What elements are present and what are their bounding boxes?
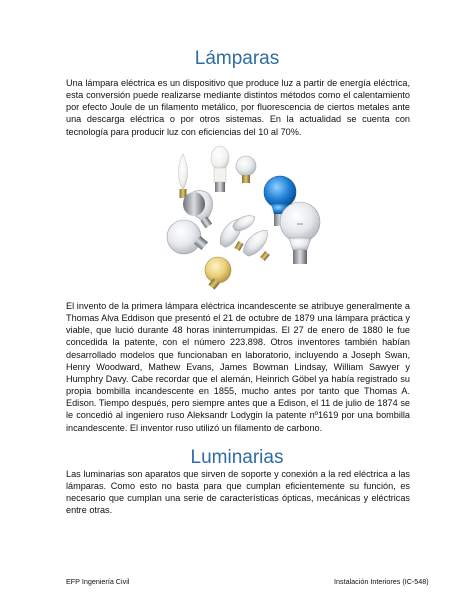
bulb-yellow <box>205 257 231 290</box>
bulb-candle-3 <box>231 211 258 233</box>
paragraph-lamparas-history: El invento de la primera lámpara eléctrica incandescente se atribuye generalmente a Thomas Alva Eddison que presentó el 21 de octubre de 1879 una lámpara práctica y viable, que lució durante 48 horas ininterrumpidas. El 27 de enero de 1880 le fue concedida la patente, con el número 223.898. Otros inventores también habían desarrollado modelos que funcionaban en laboratorio, incluyendo a Joseph Swan, Henry Woodward, Mathew Evans, James Bowman Lindsay, William Sawyer y Humphry Davy. Cabe recordar que el alemán, Heinrich Göbel ya había registrado su propia bombilla incandescente en 1855, mucho antes por tanto que Thomas A. Edison. Tiempo después, pero siempre antes que a Edison, el 11 de julio de 1874 se le concedió al ingeniero ruso Aleksandr Lodygin la patente nº1619 por una bombilla incandescente. El inventor ruso utilizó un filamento de carbono. <box>66 301 410 433</box>
heading-lamparas: Lámparas <box>194 48 280 69</box>
footer-right: Instalación Interiores (IC-548) <box>334 577 429 586</box>
paragraph-lamparas-intro: Una lámpara eléctrica es un dispositivo que produce luz a partir de energía eléctrica, esta conversión puede realizarse mediante distintos métodos como el calentamiento por efecto Joule de un filamento metálico, por fluorescencia de ciertos metales ante una descarga eléctrica o por otros sistemas. En la actualidad se cuenta con tecnología para producir luz con eficiencias del 10 al 70%. <box>66 78 410 137</box>
light-bulbs-image <box>150 142 330 292</box>
bulb-clear-left <box>167 220 208 254</box>
paragraph-luminarias: Las luminarias son aparatos que sirven de soporte y conexión a la red eléctrica a las lámparas. Como esto no basta para que cumplan eficientemente su función, es necesario que cumplan una serie de características ópticas, mecánicas y eléctricas entre otras. <box>66 469 410 516</box>
bulb-candle-2 <box>240 225 272 261</box>
bulb-frosted-tall <box>211 146 229 192</box>
bulb-globe-small <box>236 156 256 183</box>
bulb-frosted-candle <box>178 154 187 198</box>
footer-left: EFP Ingeniería Civil <box>66 577 130 586</box>
bulb-clear-large <box>280 202 320 264</box>
heading-luminarias: Luminarias <box>190 447 284 468</box>
